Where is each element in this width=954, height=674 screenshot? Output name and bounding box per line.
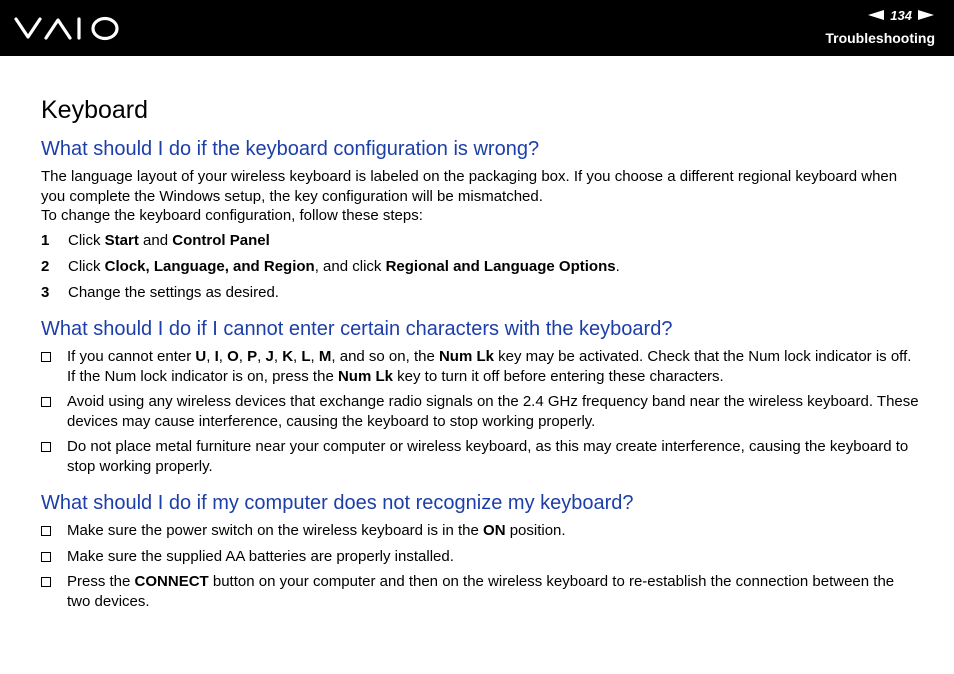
- page-title: Keyboard: [41, 96, 149, 124]
- step-item: [41, 283, 921, 303]
- page-number: 134: [890, 7, 912, 23]
- paragraph: To change the keyboard configuration, follow these steps:: [41, 207, 423, 224]
- previous-page-arrow-icon[interactable]: [868, 10, 884, 20]
- list-item: [41, 521, 921, 541]
- list-item: [41, 347, 921, 386]
- bullet-text: If you cannot enter U, I, O, P, J, K, L, M, and so on, the Num Lk key may be activated. Check that the Num lock indicator is off. If the Num lock indicator is on, press the Num Lk key to turn it off before entering these characters.: [67, 348, 912, 385]
- checkbox-bullet-icon: [41, 352, 51, 362]
- checkbox-bullet-icon: [41, 552, 51, 562]
- vaio-logo: [14, 14, 120, 42]
- list-item: [41, 437, 921, 476]
- next-page-arrow-icon[interactable]: [918, 10, 934, 20]
- section-heading-characters: What should I do if I cannot enter certain characters with the keyboard?: [41, 318, 673, 340]
- paragraph: The language layout of your wireless keyboard is labeled on the packaging box. If you choose a different regional keyboard when you complete the Windows setup, the key configuration will be mismatched.: [41, 168, 898, 205]
- section-name: Troubleshooting: [825, 30, 935, 46]
- step-number: 2: [41, 257, 50, 275]
- page-navigator: [868, 7, 934, 23]
- checkbox-bullet-icon: [41, 397, 51, 407]
- page-header: [0, 0, 954, 56]
- step-text: Click Start and Control Panel: [68, 231, 270, 249]
- list-item: [41, 572, 921, 611]
- step-number: 1: [41, 231, 50, 249]
- checkbox-bullet-icon: [41, 577, 51, 587]
- steps-list: [41, 231, 921, 303]
- bullet-text: Press the CONNECT button on your computer and then on the wireless keyboard to re-establish the connection between the two devices.: [67, 573, 895, 610]
- bullet-text: Make sure the power switch on the wireless keyboard is in the ON position.: [67, 522, 566, 539]
- step-text: Click Clock, Language, and Region, and click Regional and Language Options.: [68, 257, 620, 275]
- bullet-text: Make sure the supplied AA batteries are properly installed.: [67, 547, 454, 565]
- bullet-text: Do not place metal furniture near your computer or wireless keyboard, as this may create interference, causing the keyboard to stop working properly.: [67, 438, 909, 475]
- list-item: [41, 547, 921, 567]
- step-number: 3: [41, 283, 50, 301]
- bullet-list: [41, 521, 921, 611]
- checkbox-bullet-icon: [41, 442, 51, 452]
- step-item: [41, 231, 921, 251]
- section-heading-configuration: What should I do if the keyboard configuration is wrong?: [41, 138, 540, 160]
- list-item: [41, 392, 921, 431]
- step-text: Change the settings as desired.: [68, 283, 279, 301]
- step-item: [41, 257, 921, 277]
- bullet-text: Avoid using any wireless devices that exchange radio signals on the 2.4 GHz frequency band near the wireless keyboard. These devices may cause interference, causing the keyboard to stop working properly.: [67, 393, 919, 430]
- section-heading-recognition: What should I do if my computer does not recognize my keyboard?: [41, 492, 634, 514]
- page-content: [41, 95, 921, 626]
- bullet-list: [41, 347, 921, 476]
- checkbox-bullet-icon: [41, 526, 51, 536]
